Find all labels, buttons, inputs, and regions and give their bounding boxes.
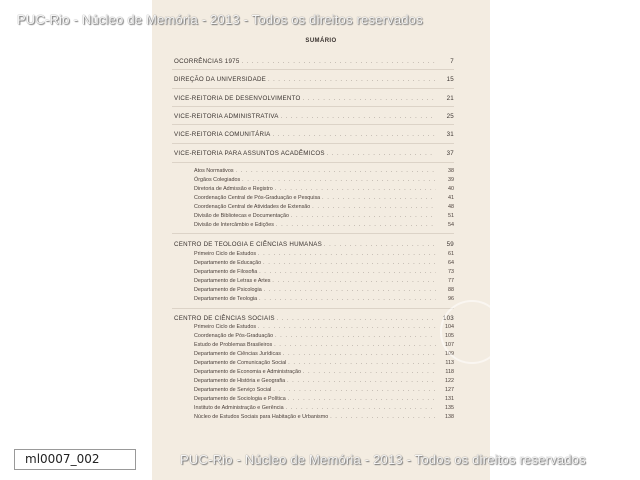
toc-entry-label: Coordenação Central de Pós-Graduação e Pesquisa: [194, 195, 321, 201]
toc-entry-label: Departamento de Ciências Jurídicas: [194, 351, 281, 357]
dot-leader: [242, 59, 436, 65]
toc-entry-label: Instituto de Administração e Gerência: [194, 405, 284, 411]
section-divider: [172, 124, 454, 125]
dot-leader: [275, 186, 436, 192]
toc-subentry: [194, 296, 454, 302]
dot-leader: [275, 333, 436, 339]
toc-entry-label: CENTRO DE TEOLOGIA E CIÊNCIAS HUMANAS: [174, 241, 323, 248]
toc-entry-label: CENTRO DE CIÊNCIAS SOCIAIS: [174, 315, 275, 322]
dot-leader: [322, 195, 436, 201]
toc-subentry: [194, 195, 454, 201]
toc-section-entry: [174, 131, 454, 138]
toc-section-entry: [174, 113, 454, 120]
toc-page-number: 105: [445, 333, 454, 339]
toc-entry-label: Departamento de Filosofia: [194, 269, 258, 275]
toc-page-number: 107: [445, 342, 454, 348]
section-divider: [172, 162, 454, 163]
toc-entry-label: VICE-REITORIA DE DESENVOLVIMENTO: [174, 95, 301, 102]
dot-leader: [287, 378, 436, 384]
dot-leader: [288, 396, 436, 402]
toc-page-number: 77: [448, 278, 454, 284]
toc-subentry: [194, 222, 454, 228]
toc-subentry: [194, 213, 454, 219]
toc-subentry: [194, 287, 454, 293]
dot-leader: [288, 360, 436, 366]
dot-leader: [276, 222, 436, 228]
toc-page-number: 118: [445, 369, 454, 375]
toc-section-entry: [174, 315, 454, 322]
dot-leader: [283, 351, 436, 357]
toc-page-number: 51: [448, 213, 454, 219]
toc-entry-label: Departamento de Comunicação Social: [194, 360, 287, 366]
toc-entry-label: Departamento de Economia e Administração: [194, 369, 301, 375]
toc-page-number: 127: [445, 387, 454, 393]
toc-page-number: 38: [448, 168, 454, 174]
toc-entry-label: Divisão de Bibliotecas e Documentação: [194, 213, 289, 219]
toc-subentry: [194, 168, 454, 174]
toc-subentry: [194, 324, 454, 330]
dot-leader: [281, 114, 436, 120]
toc-section-entry: [174, 150, 454, 157]
toc-subentry: [194, 378, 454, 384]
watermark-seal: [440, 300, 504, 364]
toc-subentry: [194, 186, 454, 192]
dot-leader: [273, 387, 436, 393]
toc-page-number: 39: [448, 177, 454, 183]
dot-leader: [277, 316, 436, 322]
toc-entry-label: Divisão de Intercâmbio e Edições: [194, 222, 275, 228]
toc-subentry: [194, 387, 454, 393]
table-of-contents: [152, 0, 490, 480]
toc-entry-label: Órgãos Colegiados: [194, 177, 241, 183]
toc-page-number: 31: [446, 131, 454, 138]
toc-page-number: 138: [445, 414, 454, 420]
dot-leader: [330, 414, 436, 420]
toc-subentry: [194, 251, 454, 257]
toc-page-number: 113: [445, 360, 454, 366]
dot-leader: [236, 168, 436, 174]
toc-subentry: [194, 360, 454, 366]
dot-leader: [303, 369, 436, 375]
dot-leader: [274, 342, 436, 348]
dot-leader: [242, 177, 436, 183]
toc-page-number: 104: [445, 324, 454, 330]
toc-page-number: 54: [448, 222, 454, 228]
dot-leader: [312, 204, 436, 210]
watermark-bottom: PUC-Rio - Núcleo de Memória - 2013 - Todos os direitos reservados: [180, 452, 586, 467]
toc-subentry: [194, 333, 454, 339]
toc-subentry: [194, 278, 454, 284]
toc-page-number: 59: [446, 241, 454, 248]
toc-page-number: 37: [446, 150, 454, 157]
toc-page-number: 7: [450, 58, 454, 65]
toc-subentry: [194, 369, 454, 375]
toc-page-number: 73: [448, 269, 454, 275]
toc-entry-label: DIREÇÃO DA UNIVERSIDADE: [174, 76, 267, 83]
toc-section-entry: [174, 241, 454, 248]
toc-page-number: 15: [446, 76, 454, 83]
toc-entry-label: Departamento de Serviço Social: [194, 387, 272, 393]
toc-entry-label: Atos Normativos: [194, 168, 234, 174]
toc-entry-label: VICE-REITORIA ADMINISTRATIVA: [174, 113, 279, 120]
toc-entry-label: OCORRÊNCIAS 1975: [174, 58, 240, 65]
toc-page-number: 88: [448, 287, 454, 293]
toc-section-entry: [174, 76, 454, 83]
toc-entry-label: Coordenação de Pós-Graduação: [194, 333, 274, 339]
toc-entry-label: Departamento de Educação: [194, 260, 262, 266]
toc-page-number: 131: [445, 396, 454, 402]
toc-entry-label: Departamento de Psicologia: [194, 287, 262, 293]
toc-page-number: 21: [446, 95, 454, 102]
toc-page-number: 103: [442, 315, 454, 322]
dot-leader: [303, 96, 436, 102]
toc-entry-label: Departamento de História e Geografia: [194, 378, 286, 384]
toc-entry-label: VICE-REITORIA COMUNITÁRIA: [174, 131, 271, 138]
toc-subentry: [194, 405, 454, 411]
toc-subentry: [194, 342, 454, 348]
dot-leader: [272, 278, 436, 284]
dot-leader: [263, 260, 436, 266]
toc-page-number: 40: [448, 186, 454, 192]
dot-leader: [327, 151, 436, 157]
dot-leader: [324, 242, 436, 248]
toc-subentry: [194, 177, 454, 183]
section-divider: [172, 106, 454, 107]
toc-entry-label: Núcleo de Estudos Sociais para Habitação e Urbanismo: [194, 414, 329, 420]
dot-leader: [259, 296, 436, 302]
toc-entry-label: VICE-REITORIA PARA ASSUNTOS ACADÊMICOS: [174, 150, 325, 157]
toc-page-number: 122: [445, 378, 454, 384]
toc-section-entry: [174, 95, 454, 102]
document-id-label: ml0007_002: [14, 449, 136, 470]
toc-page-number: 64: [448, 260, 454, 266]
dot-leader: [291, 213, 436, 219]
section-divider: [172, 88, 454, 89]
toc-subentry: [194, 396, 454, 402]
section-divider: [172, 143, 454, 144]
toc-entry-label: Departamento de Letras e Artes: [194, 278, 271, 284]
dot-leader: [264, 287, 436, 293]
toc-entry-label: Estudo de Problemas Brasileiros: [194, 342, 273, 348]
toc-entry-label: Coordenação Central de Atividades de Extensão: [194, 204, 311, 210]
toc-entry-label: Departamento de Sociologia e Política: [194, 396, 286, 402]
toc-subentry: [194, 260, 454, 266]
toc-entry-label: Departamento de Teologia: [194, 296, 258, 302]
scanned-page: [152, 0, 490, 480]
watermark-top: PUC-Rio - Núcleo de Memória - 2013 - Todos os direitos reservados: [17, 12, 423, 27]
dot-leader: [258, 324, 436, 330]
dot-leader: [259, 269, 436, 275]
toc-subentry: [194, 414, 454, 420]
toc-subentry: [194, 204, 454, 210]
toc-page-number: 61: [448, 251, 454, 257]
toc-page-number: 135: [445, 405, 454, 411]
toc-subentry: [194, 351, 454, 357]
section-divider: [172, 233, 454, 234]
section-divider: [172, 69, 454, 70]
dot-leader: [258, 251, 436, 257]
toc-entry-label: Primeiro Ciclo de Estudos: [194, 251, 257, 257]
dot-leader: [286, 405, 436, 411]
toc-page-number: 25: [446, 113, 454, 120]
page-title: SUMÁRIO: [305, 38, 337, 44]
toc-page-number: 96: [448, 296, 454, 302]
toc-entry-label: Diretoria de Admissão e Registro: [194, 186, 273, 192]
toc-subentry: [194, 269, 454, 275]
toc-section-entry: [174, 58, 454, 65]
dot-leader: [273, 132, 436, 138]
toc-page-number: 41: [448, 195, 454, 201]
toc-entry-label: Primeiro Ciclo de Estudos: [194, 324, 257, 330]
toc-page-number: 109: [445, 351, 454, 357]
section-divider: [172, 308, 454, 309]
dot-leader: [268, 77, 436, 83]
toc-page-number: 48: [448, 204, 454, 210]
